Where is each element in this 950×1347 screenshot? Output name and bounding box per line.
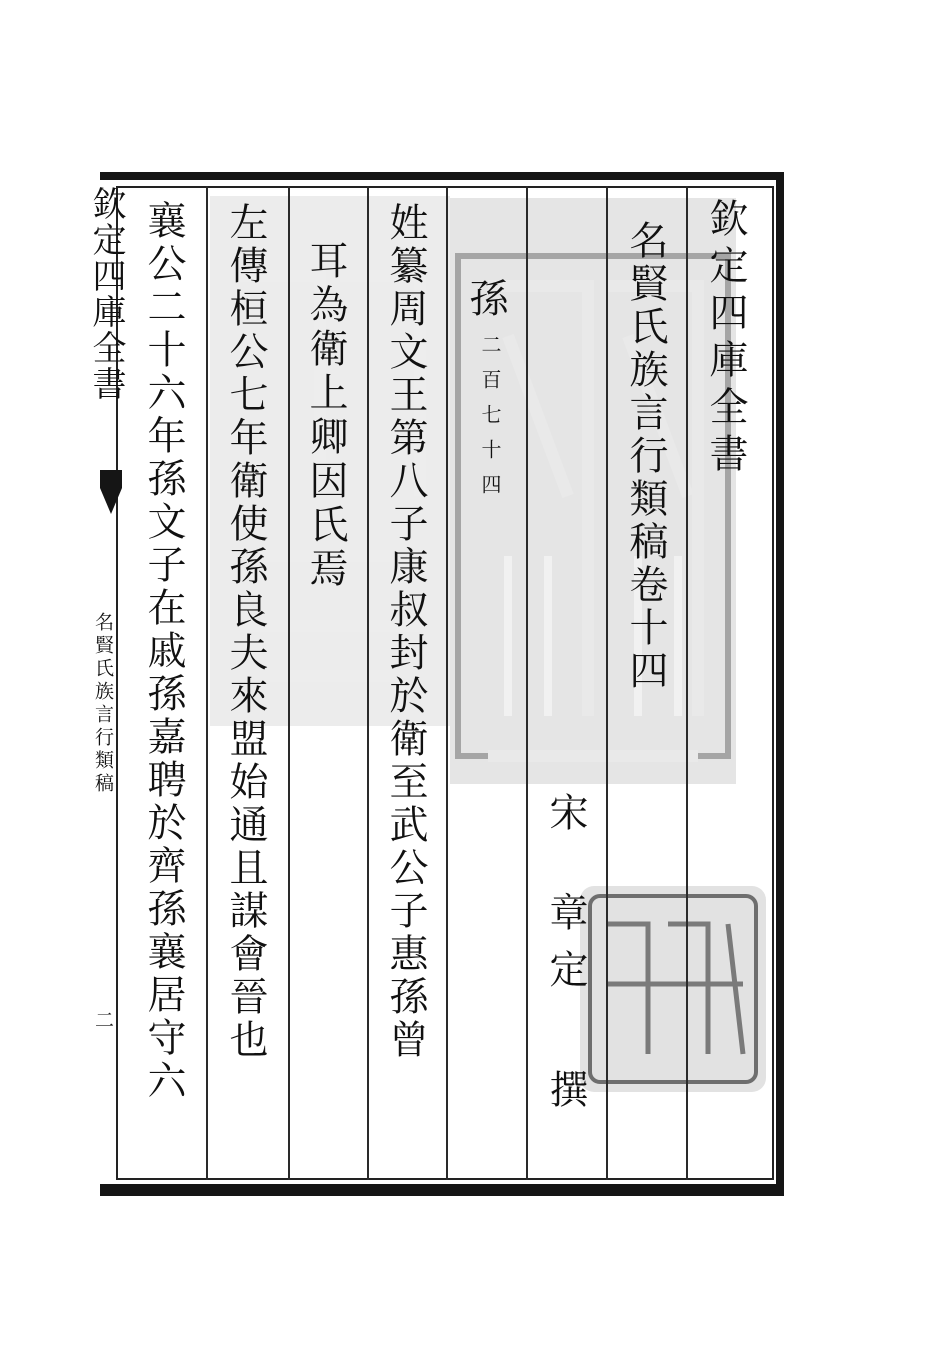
body-column-2: 耳為衛上卿因氏焉 — [303, 240, 348, 592]
body-column-4: 襄公二十六年孫文子在戚孫嘉聘於齊孫襄居守六 — [141, 200, 186, 1103]
author-dynasty: 宋 — [543, 792, 588, 839]
column-rule — [446, 186, 448, 1180]
fold-margin-title-text: 欽定四庫全書 — [86, 186, 126, 402]
column-rule — [606, 186, 608, 1180]
spine-title: 名賢氏族言行類稿 — [92, 612, 114, 796]
column-rule — [526, 186, 528, 1180]
volume-title: 名賢氏族言行類稿卷十四 — [623, 220, 668, 693]
column-rule — [686, 186, 688, 1180]
column-rule — [206, 186, 208, 1180]
text-block-border — [116, 186, 774, 1180]
folio-number: 二 — [92, 1010, 114, 1033]
entry-index-note: 二百七十四 — [478, 334, 502, 509]
column-rule — [367, 186, 369, 1180]
body-column-1: 姓纂周文王第八子康叔封於衛至武公子惠孫曾 — [383, 202, 428, 1062]
fold-margin-title — [86, 186, 126, 426]
fishtail-mark-icon — [100, 470, 122, 514]
entry-surname: 孫 — [463, 278, 508, 325]
collection-title: 欽定四庫全書 — [703, 198, 748, 480]
body-column-3: 左傳桓公七年衛使孫良夫來盟始通且謀會晉也 — [223, 202, 268, 1062]
column-rule — [288, 186, 290, 1180]
author-name: 章定 撰 — [543, 892, 588, 1126]
